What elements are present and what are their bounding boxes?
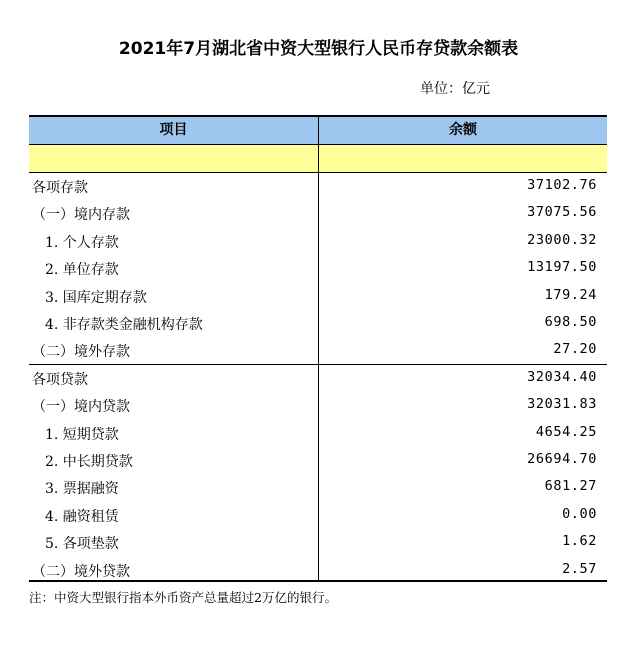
- row-value: 0.00: [562, 505, 597, 522]
- table-row: [29, 310, 607, 337]
- table-row: [29, 337, 607, 364]
- row-value: 26694.70: [527, 451, 597, 467]
- row-label: （一）境内贷款: [32, 399, 130, 416]
- row-value: 27.20: [553, 341, 597, 358]
- row-label: 2. 中长期贷款: [45, 454, 133, 470]
- table-row: [29, 392, 607, 419]
- table-row: [29, 283, 607, 310]
- row-label: 5. 各项垫款: [45, 536, 119, 553]
- row-value: 23000.32: [527, 231, 597, 248]
- table-row: [29, 228, 607, 255]
- row-value: 681.27: [544, 478, 597, 495]
- row-value: 1.62: [562, 533, 597, 550]
- row-label: 1. 短期贷款: [45, 426, 119, 443]
- table-row: [29, 365, 607, 392]
- table-row: [29, 173, 607, 200]
- header-item: 项目: [159, 122, 188, 138]
- row-label: 1. 个人存款: [45, 234, 119, 251]
- row-value: 32034.40: [527, 368, 597, 385]
- unit-label: 单位：亿元: [420, 81, 490, 97]
- row-label: （一）境内存款: [32, 207, 130, 224]
- table-row: [29, 420, 607, 447]
- table-row: [29, 474, 607, 501]
- row-value: 4654.25: [535, 423, 597, 440]
- table-row: [29, 200, 607, 227]
- footnote: 注：中资大型银行指本外币资产总量超过2万亿的银行。: [29, 590, 337, 605]
- row-label: 3. 国库定期存款: [45, 289, 147, 306]
- row-label: 2. 单位存款: [45, 262, 119, 279]
- row-label: 各项存款: [32, 180, 88, 196]
- row-value: 698.50: [544, 314, 597, 330]
- row-label: 各项贷款: [32, 371, 88, 388]
- table-row: [29, 557, 607, 584]
- row-label: （二）境外贷款: [32, 563, 130, 580]
- table-row: [29, 529, 607, 556]
- row-value: 32031.83: [527, 396, 597, 413]
- row-value: 179.24: [544, 286, 597, 303]
- header-balance: 余额: [449, 122, 477, 138]
- row-label: （二）境外存款: [32, 344, 130, 361]
- row-value: 13197.50: [527, 259, 597, 276]
- page-title: 2021年7月湖北省中资大型银行人民币存贷款余额表: [118, 39, 519, 59]
- row-label: 4. 非存款类金融机构存款: [45, 317, 203, 333]
- row-value: 37075.56: [527, 204, 597, 221]
- table-row: [29, 255, 607, 282]
- row-label: 3. 票据融资: [45, 481, 119, 498]
- row-value: 2.57: [562, 560, 597, 577]
- table-row: [29, 502, 607, 529]
- table-row: [29, 447, 607, 474]
- row-value: 37102.76: [527, 177, 597, 193]
- row-label: 4. 融资租赁: [45, 508, 119, 525]
